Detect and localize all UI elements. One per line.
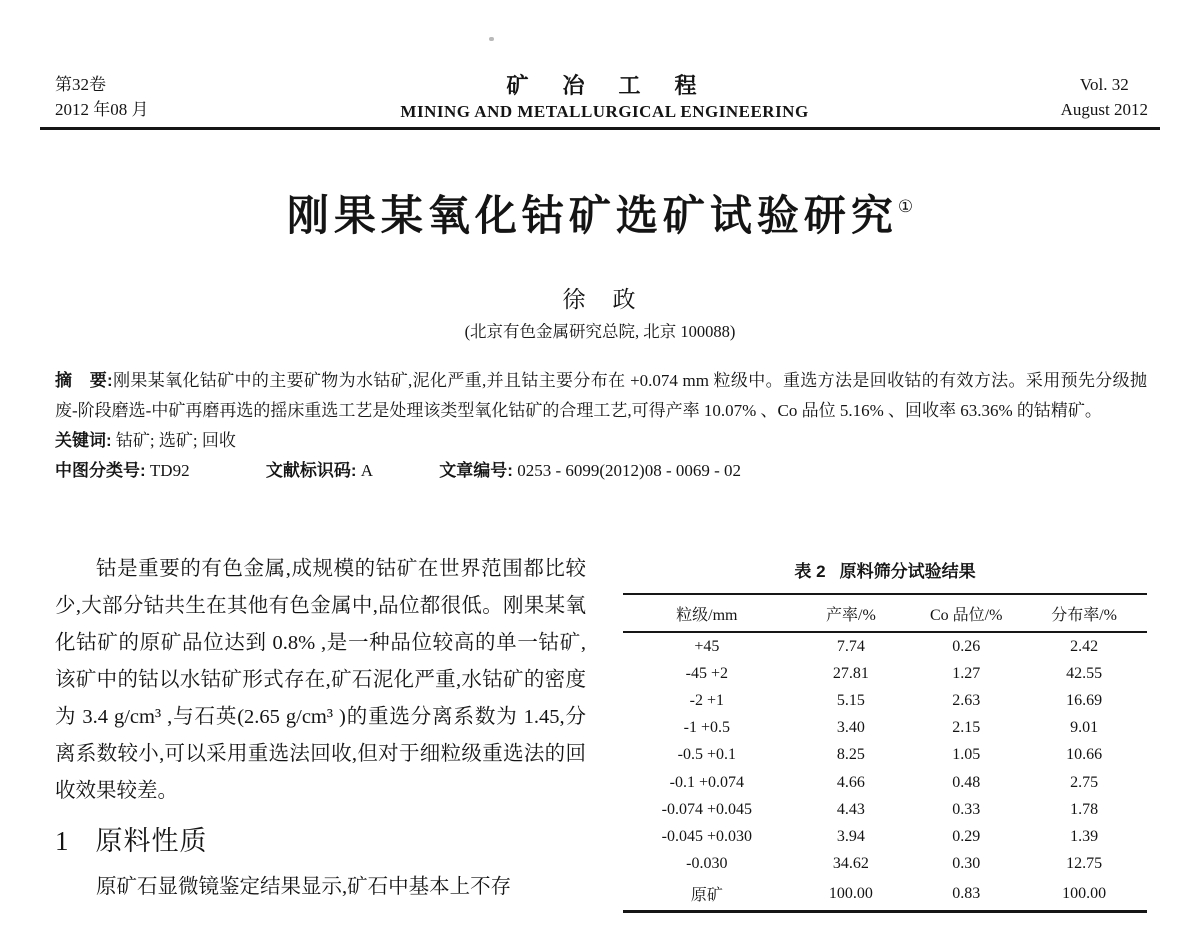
table-cell: -0.045 +0.030: [661, 827, 753, 845]
table-cell: -1 +0.5: [683, 719, 731, 737]
table-cell: 0.48: [952, 773, 981, 791]
table-cell: 1.05: [952, 746, 981, 764]
table-cell: 0.29: [952, 827, 981, 845]
table-row: [623, 687, 1147, 714]
table-cell: 1.78: [1070, 800, 1099, 818]
classification-line: [55, 456, 1147, 486]
table-cell: 12.75: [1066, 855, 1103, 873]
table-2-caption: [623, 557, 1147, 582]
article-title: [0, 183, 1200, 243]
table-cell: 1.27: [952, 664, 981, 682]
table-header-row: [623, 594, 1147, 632]
author-affiliation: (北京有色金属研究总院, 北京 100088): [464, 322, 736, 341]
table-cell: -0.5 +0.1: [677, 746, 737, 764]
table-cell: 4.66: [836, 773, 865, 791]
table-cell: 27.81: [832, 664, 869, 682]
table-2: [623, 593, 1147, 913]
masthead-right: [1061, 72, 1148, 122]
clc-pair: [55, 456, 190, 486]
journal-masthead: [55, 72, 1148, 124]
journal-name-cn: 矿 冶 工 程: [506, 73, 703, 98]
table-2-caption-label: 表 2: [794, 562, 826, 581]
table-cell: 16.69: [1066, 691, 1103, 709]
table-cell: 4.43: [836, 800, 865, 818]
article-title-text: 刚果某氧化钴矿选矿试验研究: [286, 192, 898, 239]
title-footnote-mark: ①: [897, 197, 914, 216]
table-cell: -0.074 +0.045: [661, 800, 753, 818]
volume-cn: 第32卷: [55, 75, 106, 94]
article-id-value: 0253 - 6099(2012)08 - 0069 - 02: [517, 461, 742, 480]
table-header-yield: 产率/%: [791, 594, 912, 632]
table-header-size: 粒级/mm: [623, 594, 791, 632]
table-cell: -0.1 +0.074: [669, 773, 745, 791]
body-paragraph-2: 原矿石显微镜鉴定结果显示,矿石中基本上不存: [96, 876, 512, 898]
table-2-caption-text: 原料筛分试验结果: [839, 562, 976, 581]
keywords-text: 钴矿; 选矿; 回收: [115, 431, 236, 450]
abstract-paragraph: [55, 366, 1147, 426]
table-header-grade: Co 品位/%: [911, 594, 1021, 632]
table-row: [623, 796, 1147, 823]
article-id-label: 文章编号:: [439, 461, 513, 480]
journal-name-en: MINING AND METALLURGICAL ENGINEERING: [400, 102, 809, 121]
section-1-heading: [55, 823, 586, 860]
table-cell: 9.01: [1070, 719, 1099, 737]
table-cell: 8.25: [836, 746, 865, 764]
abstract-text: 刚果某氧化钴矿中的主要矿物为水钴矿,泥化严重,并且钴主要分布在 +0.074 mm 粒级中。重选方法是回收钴的有效方法。采用预先分级抛废-阶段磨选-中矿再磨再选的摇床重选工艺是处理该类型氧化钴矿的合理工艺,可得产率 10.07% 、Co 品位 5.16% 、回收率 63.36% 的钴精矿。: [55, 371, 1147, 420]
table-cell: +45: [694, 637, 720, 655]
table-cell: 0.83: [952, 884, 981, 902]
article-meta: [55, 366, 1147, 486]
table-cell: 2.42: [1070, 637, 1099, 655]
table-cell: 42.55: [1066, 664, 1103, 682]
table-cell: -2 +1: [689, 691, 725, 709]
volume-en: Vol. 32: [1079, 75, 1129, 94]
keywords-line: [55, 426, 1147, 456]
right-column: [623, 551, 1147, 913]
table-row: [623, 660, 1147, 687]
doc-code-pair: [266, 456, 373, 486]
body-columns: [55, 551, 1147, 913]
table-cell: 原矿: [690, 887, 723, 905]
author-name: 徐 政: [562, 287, 638, 312]
table-row: [623, 769, 1147, 796]
table-row: [623, 632, 1147, 660]
table-row: [623, 742, 1147, 769]
section-1-number: 1: [55, 826, 70, 856]
doc-code-value: A: [360, 461, 374, 480]
keywords-label: 关键词:: [55, 431, 112, 450]
abstract-label: 摘 要:: [55, 371, 113, 390]
scan-artifact: [489, 37, 494, 41]
table-cell: 3.94: [836, 827, 865, 845]
table-cell: 2.15: [952, 719, 981, 737]
body-paragraph-1: 钴是重要的有色金属,成规模的钴矿在世界范围都比较少,大部分钴共生在其他有色金属中,品位都很低。刚果某氧化钴矿的原矿品位达到 0.8% ,是一种品位较高的单一钴矿,该矿中的钴以水钴矿形式存在,矿石泥化严重,水钴矿的密度为 3.4 g/cm³ ,与石英(2.65 g/cm³ )的重选分离系数为 1.45,分离系数较小,可以采用重选法回收,但对于细粒级重选法的回收效果较差。: [55, 558, 586, 802]
table-header-distribution: 分布率/%: [1021, 594, 1147, 632]
clc-label: 中图分类号:: [55, 461, 146, 480]
table-cell: 2.75: [1070, 773, 1099, 791]
table-cell: 5.15: [836, 691, 865, 709]
table-cell: 0.26: [952, 637, 981, 655]
doc-code-label: 文献标识码:: [265, 461, 357, 480]
masthead-divider: [40, 127, 1160, 130]
table-row: [623, 823, 1147, 850]
issue-date-cn: 2012 年08 月: [55, 100, 149, 119]
clc-value: TD92: [149, 461, 190, 480]
issue-date-en: August 2012: [1060, 100, 1148, 119]
section-1-title: 原料性质: [95, 826, 208, 856]
table-cell: 0.30: [952, 855, 981, 873]
table-row: [623, 851, 1147, 878]
table-cell: 3.40: [836, 719, 865, 737]
table-cell: -45 +2: [685, 664, 729, 682]
left-column: [55, 551, 586, 913]
masthead-center: [400, 73, 808, 124]
table-row: [623, 715, 1147, 742]
table-cell: 0.33: [952, 800, 981, 818]
table-cell: 34.62: [832, 855, 869, 873]
table-cell: 2.63: [952, 691, 981, 709]
table-cell: 7.74: [836, 637, 865, 655]
table-cell: 10.66: [1066, 746, 1103, 764]
article-id-pair: [439, 456, 741, 486]
table-cell: 100.00: [1062, 884, 1107, 902]
masthead-left: [55, 72, 149, 122]
table-cell: 1.39: [1070, 827, 1099, 845]
table-cell: 100.00: [828, 884, 873, 902]
table-cell: -0.030: [686, 855, 728, 873]
table-row: [623, 878, 1147, 912]
